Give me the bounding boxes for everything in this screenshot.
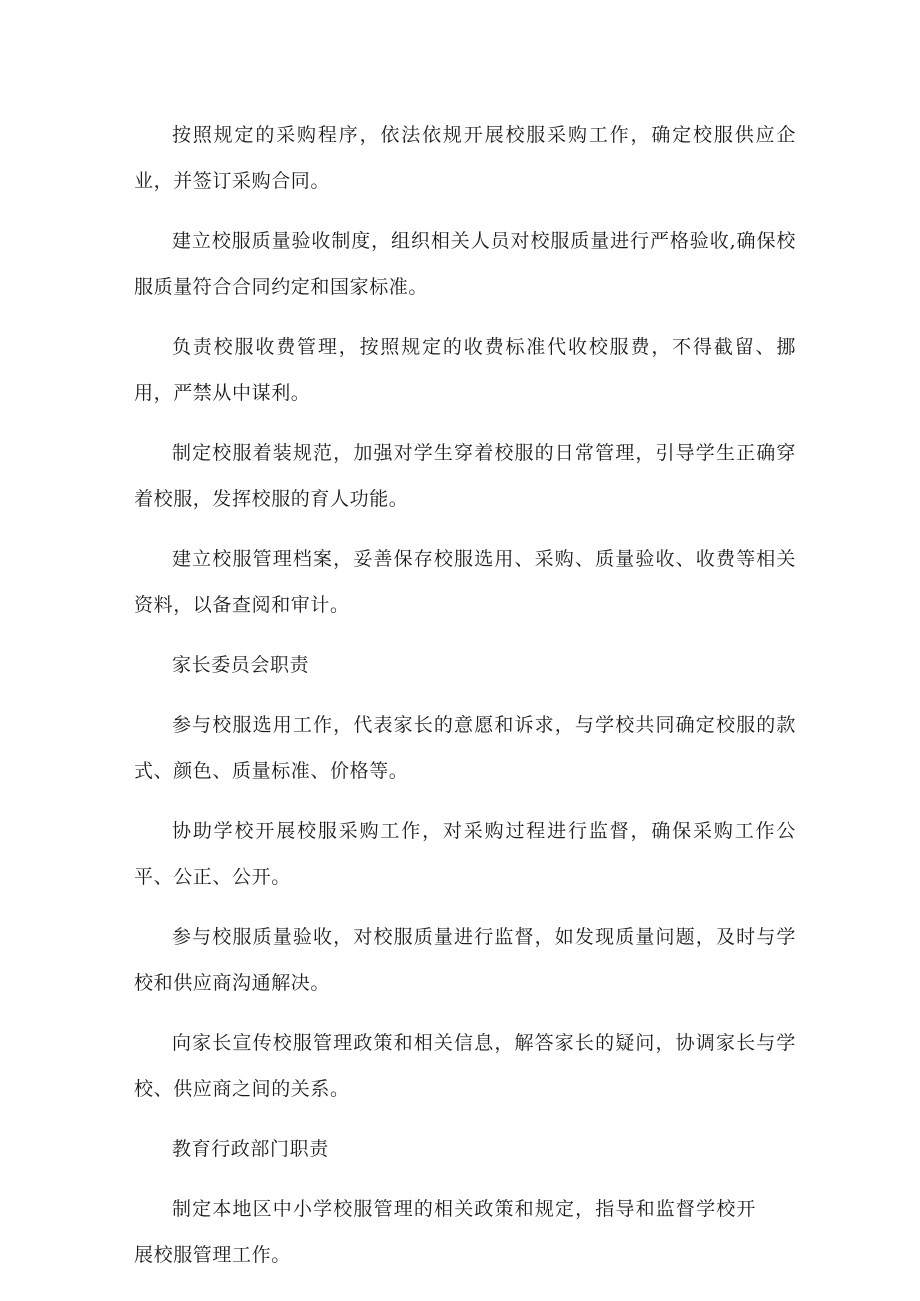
paragraph-education-policy: 制定本地区中小学校服管理的相关政策和规定，指导和监督学校开展校服管理工作。 xyxy=(134,1198,756,1266)
paragraph-procurement: 按照规定的采购程序，依法依规开展校服采购工作，确定校服供应企业，并签订采购合同。 xyxy=(134,124,796,192)
document-body xyxy=(134,112,796,1292)
paragraph-dress-code: 制定校服着装规范，加强对学生穿着校服的日常管理，引导学生正确穿着校服，发挥校服的育人功能。 xyxy=(134,442,796,510)
paragraph-parent-selection: 参与校服选用工作，代表家长的意愿和诉求，与学校共同确定校服的款式、颜色、质量标准、价格等。 xyxy=(134,714,796,782)
paragraph-parent-procurement: 协助学校开展校服采购工作，对采购过程进行监督，确保采购工作公平、公正、公开。 xyxy=(134,820,796,888)
section-heading-education-department: 教育行政部门职责 xyxy=(172,1138,329,1160)
section-heading-parent-committee: 家长委员会职责 xyxy=(172,654,310,676)
paragraph-archives: 建立校服管理档案，妥善保存校服选用、采购、质量验收、收费等相关资料，以备查阅和审计。 xyxy=(134,548,796,616)
paragraph-quality-acceptance: 建立校服质量验收制度，组织相关人员对校服质量进行严格验收,确保校服质量符合合同约定和国家标准。 xyxy=(134,230,796,298)
paragraph-fee-management: 负责校服收费管理，按照规定的收费标准代收校服费，不得截留、挪用，严禁从中谋利。 xyxy=(134,336,796,404)
paragraph-parent-communication: 向家长宣传校服管理政策和相关信息，解答家长的疑问，协调家长与学校、供应商之间的关系。 xyxy=(134,1032,796,1100)
paragraph-parent-quality: 参与校服质量验收，对校服质量进行监督，如发现质量问题，及时与学校和供应商沟通解决。 xyxy=(134,926,796,994)
